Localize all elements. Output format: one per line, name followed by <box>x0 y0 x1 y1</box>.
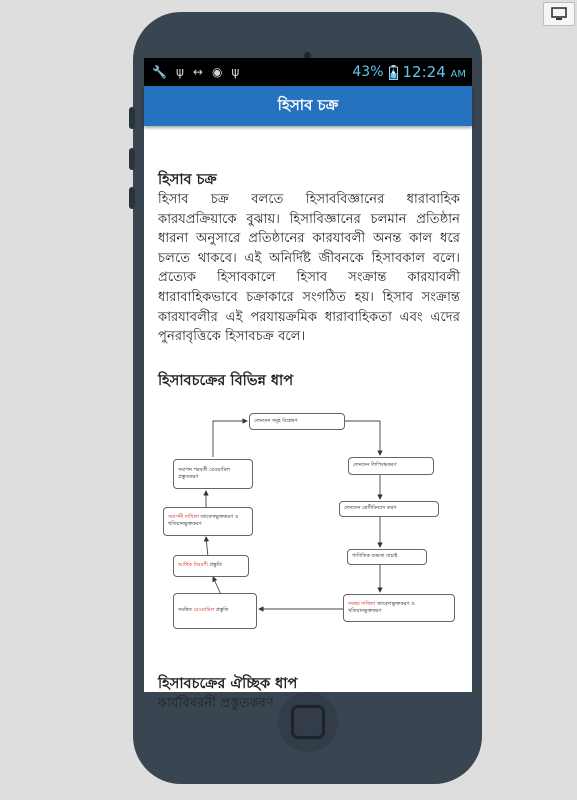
side-button[interactable] <box>129 148 135 170</box>
accounting-cycle-diagram <box>158 407 457 630</box>
diagram-node: লেনদেন শ্রেণীবিন্যাস করণ <box>339 501 439 517</box>
clock: 12:24 AM <box>402 63 466 81</box>
status-bar <box>144 58 472 86</box>
diagram-node: সমন্বয় দাখিলা জাবেদাভুক্তকরণ ও খতিয়ানভুক্তকরণ <box>343 594 455 622</box>
usb-icon: ψ <box>175 65 184 79</box>
screen <box>144 58 472 711</box>
section-title: হিসাবচক্রের বিভিন্ন ধাপ <box>158 371 294 389</box>
diagram-node: লেনদেন সমূহ বিশ্লেষণ <box>249 413 345 430</box>
desktop-mode-button[interactable] <box>543 2 575 26</box>
usb-icon: ψ <box>231 65 240 79</box>
side-button[interactable] <box>129 107 135 129</box>
home-square-icon <box>291 705 325 739</box>
diagram-node: সমাপনী দাখিলা জাবেদাভুক্তকরণ ও খতিয়ানভুক্তকরণ <box>163 507 253 536</box>
side-button[interactable] <box>129 187 135 209</box>
section-paragraph: হিসাব চক্র বলতে হিসাববিজ্ঞানের ধারাবাহিক কারযপ্রক্রিয়াকে বুঝায়। হিসাবিজ্ঞানের চলমান প্রতিষ্ঠান ধারনা অনুসারে প্রতিষ্ঠানের কারযাবলী অনন্ত কাল ধরে চলতে থাকবে। এই অনির্দিষ্ট জীবনকে হিসাবকাল বলে। প্রত্যেক হিসাবকালে হিসাব সংক্রান্ত কারযাবলী ধারাবাহিকভাবে চক্রাকারে সংগঠিত হয়। হিসাব সংক্রান্ত কারযাবলীর এই পরযায়ক্রমিক ধারাবাহিকতা এবং এদের পুনরাবৃত্তিকে হিসাবচক্র বলে। <box>158 192 460 345</box>
sync-icon: ↔ <box>192 65 203 79</box>
diagram-node: সমাপন পরবর্তী রেওয়ামিল প্রস্তুতকরণ <box>173 459 253 489</box>
android-icon: ◉ <box>211 65 223 79</box>
diagram-node: সমন্বিত রেওয়ামিল প্রস্তুতি <box>173 593 257 629</box>
app-title: হিসাব চক্র <box>277 95 339 114</box>
section-title: হিসাব চক্র <box>158 171 217 188</box>
section-title: হিসাবচক্রের ঐচ্ছিক ধাপ <box>158 674 298 692</box>
battery-percent: 43% <box>352 64 384 80</box>
diagram-node: গাণিতিক শুদ্ধতা যাচাই <box>347 549 427 565</box>
diagram-node: আর্থিক বিবরণী প্রস্তুতি <box>173 555 249 577</box>
diagram-node: লেনদেন লিপিবদ্ধকরণ <box>348 457 434 475</box>
monitor-icon <box>551 7 567 21</box>
wrench-icon: 🔧 <box>152 65 167 79</box>
section-paragraph: কার্যবিবরনী প্রস্তুতকরণ <box>158 695 274 711</box>
article-content[interactable] <box>144 126 472 713</box>
home-button[interactable] <box>278 692 338 752</box>
battery-icon <box>389 65 398 80</box>
app-bar <box>144 86 472 126</box>
phone-frame <box>133 12 482 784</box>
